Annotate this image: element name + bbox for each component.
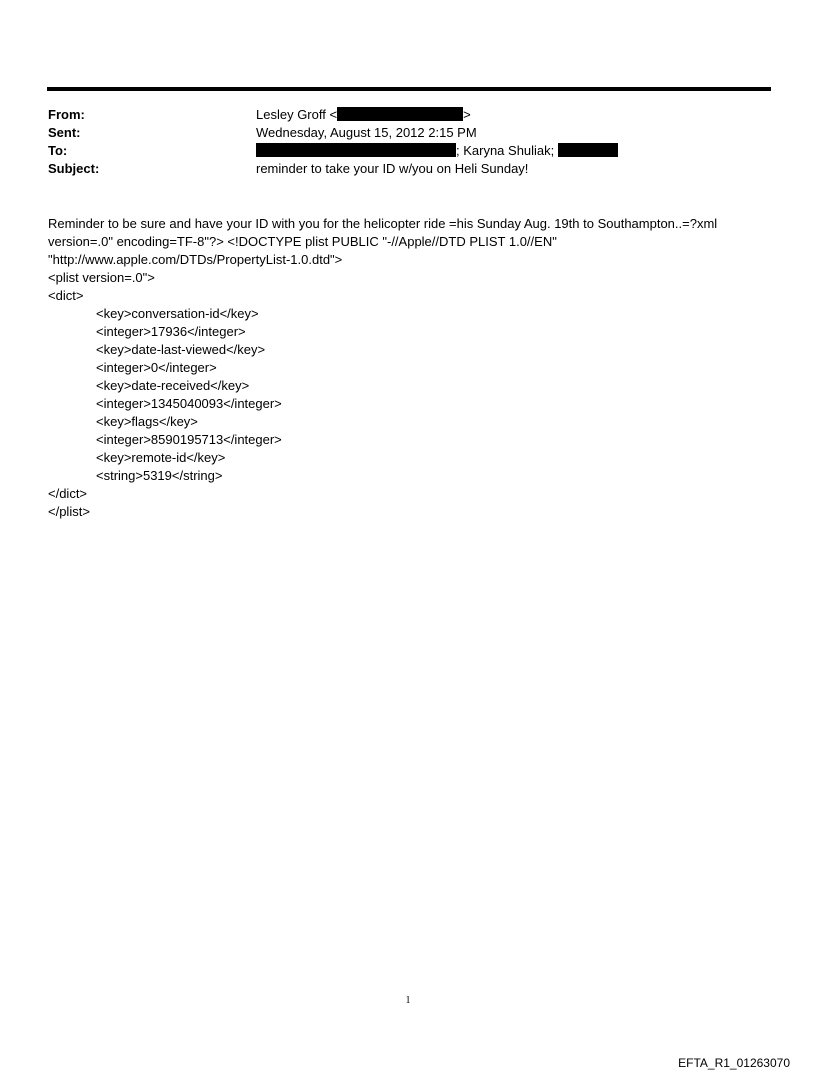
dict-line: <integer>1345040093</integer> — [96, 396, 282, 411]
redaction-block — [256, 143, 456, 157]
from-row — [48, 106, 768, 124]
dict-line: <key>date-received</key> — [96, 378, 250, 393]
body-line: </plist> — [48, 504, 90, 519]
dict-line: <integer>8590195713</integer> — [96, 432, 282, 447]
redaction-block — [337, 107, 463, 121]
from-value — [256, 106, 471, 124]
dict-line: <integer>17936</integer> — [96, 324, 246, 339]
sent-row — [48, 124, 768, 142]
to-row — [48, 142, 768, 160]
body-line: version=.0" encoding=TF-8"?> <!DOCTYPE plist PUBLIC "-//Apple//DTD PLIST 1.0//EN" — [48, 234, 557, 249]
page-number: 1 — [405, 995, 411, 1006]
header-rule — [47, 87, 771, 91]
dict-line: <key>conversation-id</key> — [96, 306, 259, 321]
sent-value: Wednesday, August 15, 2012 2:15 PM — [256, 125, 477, 140]
email-header — [48, 106, 768, 178]
body-line: </dict> — [48, 486, 88, 501]
subject-row — [48, 160, 768, 178]
body-line: <dict> — [48, 288, 84, 303]
body-line: <plist version=.0"> — [48, 270, 155, 285]
dict-line: <string>5319</string> — [96, 468, 223, 483]
redaction-block — [558, 143, 618, 157]
dict-line: <integer>0</integer> — [96, 360, 217, 375]
to-value — [256, 142, 618, 160]
subject-value: reminder to take your ID w/you on Heli Sunday! — [256, 161, 529, 176]
body-line: "http://www.apple.com/DTDs/PropertyList-1.0.dtd"> — [48, 252, 343, 267]
from-name: Lesley Groff < — [256, 107, 338, 122]
to-recipients: ; Karyna Shuliak; — [456, 143, 555, 158]
document-id: EFTA_R1_01263070 — [678, 1056, 790, 1070]
from-label: From: — [48, 107, 85, 122]
dict-line: <key>date-last-viewed</key> — [96, 342, 266, 357]
subject-label: Subject: — [48, 161, 100, 176]
body-line: Reminder to be sure and have your ID with you for the helicopter ride =his Sunday Aug. 19th to Southampton..=?xml — [48, 216, 718, 231]
email-body — [48, 215, 768, 521]
from-end: > — [463, 107, 471, 122]
to-label: To: — [48, 143, 68, 158]
sent-label: Sent: — [48, 125, 81, 140]
dict-line: <key>remote-id</key> — [96, 450, 226, 465]
dict-line: <key>flags</key> — [96, 414, 198, 429]
